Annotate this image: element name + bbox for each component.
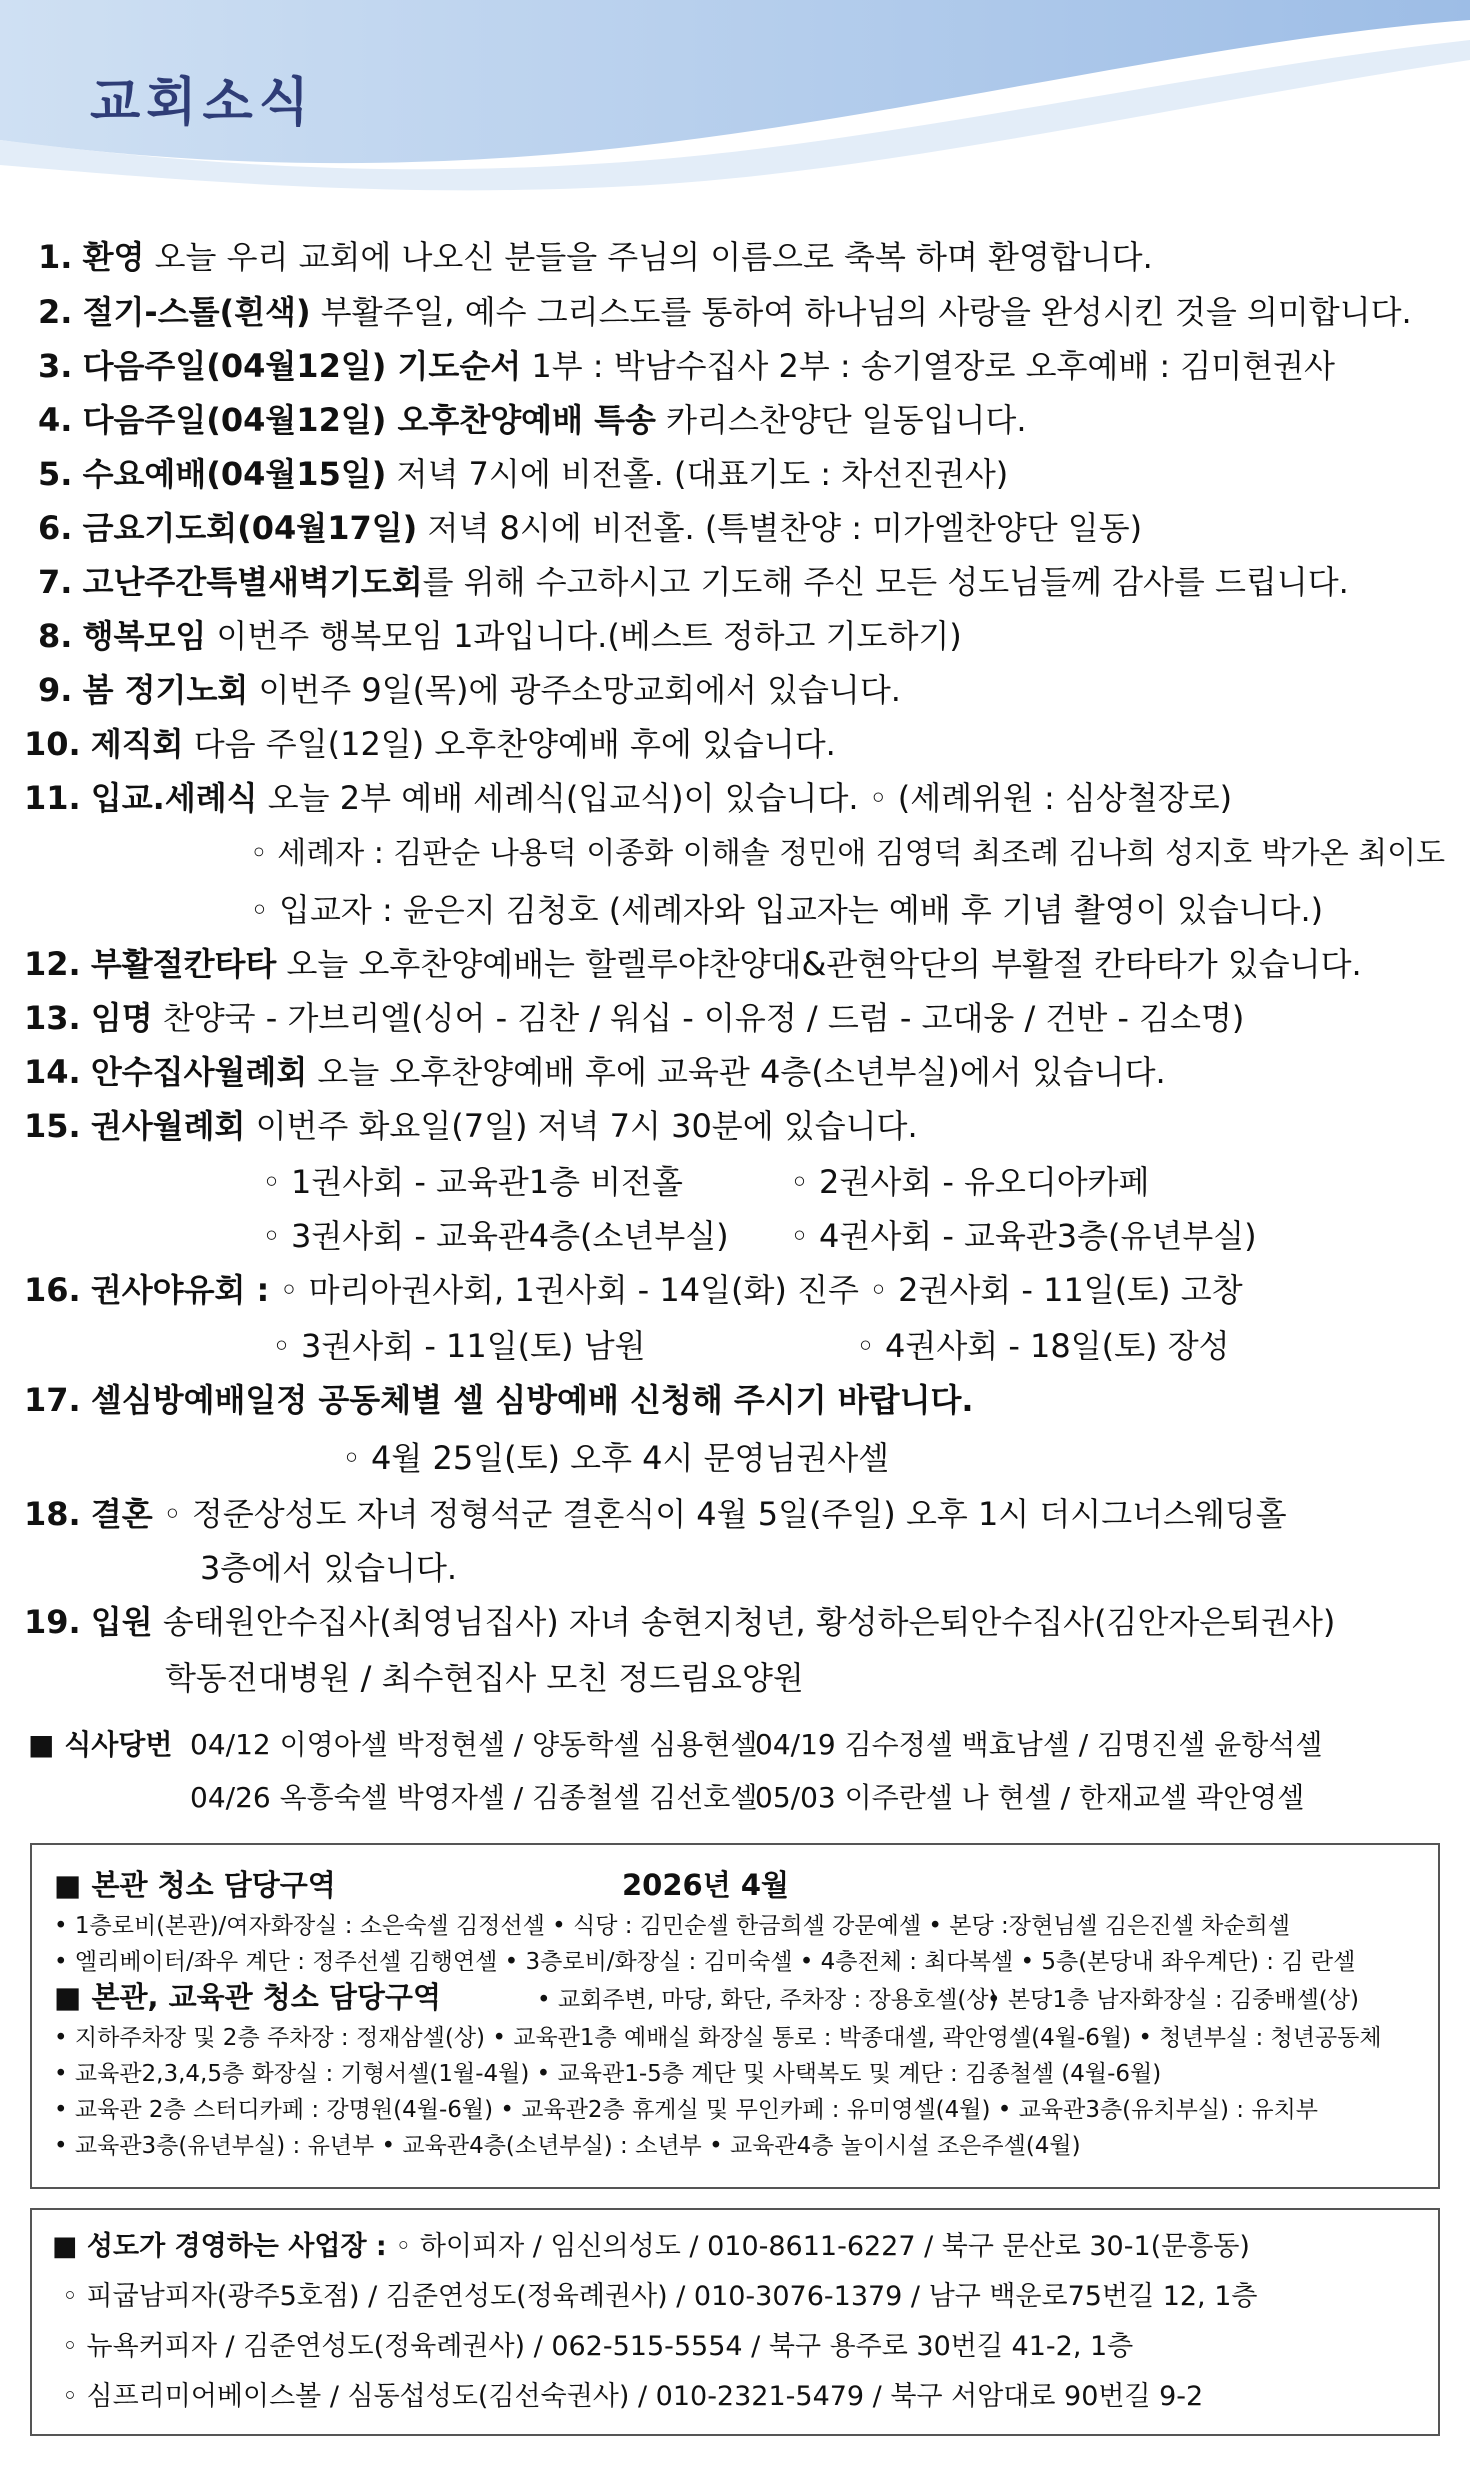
- meal-duty-row-1: [28, 1723, 172, 1767]
- item-heading: 행복모임: [82, 617, 207, 655]
- announcement-line: [250, 888, 1323, 932]
- announcement-line: [262, 1214, 729, 1258]
- business-entry-1: ◦ 하이피자 / 임신의성도 / 010-8611-6227 / 북구 문산로 30-1(문흥동): [386, 2231, 1250, 2262]
- item-heading: 제직회: [90, 725, 184, 763]
- announcement-line: [24, 722, 836, 766]
- announcement-line: [856, 1324, 1230, 1368]
- business-entry-3: ◦ 뉴욕커피자 / 김준연성도(정육례권사) / 062-515-5554 / 북구 용주로 30번길 41-2, 1층: [62, 2331, 1134, 2362]
- item-text: 찬양국 - 가브리엘(싱어 - 김찬 / 워십 - 이유정 / 드럼 - 고대웅 / 건반 - 김소명): [152, 999, 1245, 1037]
- announcement-line: [38, 290, 1412, 334]
- item-text: ◦ 4권사회 - 18일(토) 장성: [856, 1327, 1230, 1365]
- announcement-line: [24, 1492, 1287, 1536]
- item-text: 송태원안수집사(최영님집사) 자녀 송현지청년, 황성하은퇴안수집사(김안자은퇴권사): [152, 1603, 1336, 1641]
- item-text: 오늘 오후찬양예배 후에 교육관 4층(소년부실)에서 있습니다.: [307, 1053, 1166, 1091]
- item-text: ◦ 4권사회 - 교육관3층(유년부실): [790, 1217, 1257, 1255]
- announcement-line: [38, 452, 1008, 496]
- item-number: 14.: [24, 1053, 81, 1091]
- announcement-line: [38, 506, 1142, 550]
- item-number: 1.: [38, 238, 73, 276]
- announcement-line: [24, 1600, 1335, 1644]
- item-number: 10.: [24, 725, 81, 763]
- item-number: 17.: [24, 1381, 81, 1419]
- item-heading: 봄 정기노회: [82, 671, 249, 709]
- item-number: 19.: [24, 1603, 81, 1641]
- announcement-line: [38, 560, 1349, 604]
- cleaning-head-edu: ■ 본관, 교육관 청소 담당구역: [54, 1980, 441, 2014]
- meal-duty-0412: 04/12 이영아셀 박정현셀 / 양동학셀 심용현셀: [190, 1728, 758, 1761]
- cleaning-line-7: • 교육관3층(유년부실) : 유년부 • 교육관4층(소년부실) : 소년부 • 교육관4층 놀이시설 조은주셀(4월): [54, 2133, 1081, 2159]
- meal-duty-0419: 04/19 김수정셀 백효남셀 / 김명진셀 윤항석셀: [755, 1728, 1323, 1761]
- cleaning-line-3b: • 본당1층 남자화장실 : 김중배셀(상): [987, 1987, 1359, 2013]
- item-text: 를 위해 수고하시고 기도해 주신 모든 성도님들께 감사를 드립니다.: [422, 563, 1349, 601]
- item-heading: 다음주일(04월12일) 오후찬양예배 특송: [82, 401, 656, 439]
- item-number: 13.: [24, 999, 81, 1037]
- announcement-line: [24, 1050, 1166, 1094]
- item-text: 저녁 7시에 비전홀. (대표기도 : 차선진권사): [386, 455, 1009, 493]
- item-number: 8.: [38, 617, 73, 655]
- item-heading: 다음주일(04월12일) 기도순서: [82, 347, 522, 385]
- item-heading: 고난주간특별새벽기도회: [82, 563, 423, 601]
- item-text: 오늘 오후찬양예배는 할렐루야찬양대&관현악단의 부활절 칸타타가 있습니다.: [276, 945, 1362, 983]
- announcement-line: [38, 614, 962, 658]
- announcement-line: [250, 832, 1445, 876]
- meal-duty-0503: 05/03 이주란셀 나 현셀 / 한재교셀 곽안영셀: [755, 1781, 1305, 1814]
- item-text: ◦ 3권사회 - 11일(토) 남원: [272, 1327, 646, 1365]
- item-number: 7.: [38, 563, 73, 601]
- item-text: 이번주 행복모임 1과입니다.(베스트 정하고 기도하기): [206, 617, 962, 655]
- item-number: 4.: [38, 401, 73, 439]
- item-heading: 부활절칸타타: [90, 945, 277, 983]
- item-number: 2.: [38, 293, 73, 331]
- announcement-line: [165, 1656, 804, 1700]
- meal-duty-label: ■ 식사당번: [28, 1728, 173, 1761]
- announcement-line: [790, 1214, 1257, 1258]
- item-text: ◦ 2권사회 - 유오디아카페: [790, 1163, 1150, 1201]
- announcement-line: [38, 398, 1027, 442]
- business-label: ■ 성도가 경영하는 사업장 :: [52, 2231, 387, 2262]
- item-heading: 입교.세례식: [90, 779, 258, 817]
- announcement-line: [790, 1160, 1150, 1204]
- item-heading: 수요예배(04월15일): [82, 455, 387, 493]
- item-number: 15.: [24, 1107, 81, 1145]
- cleaning-line-1: • 1층로비(본관)/여자화장실 : 소은숙셀 김정선셀 • 식당 : 김민순셀 한금희셀 강문예셀 • 본당 :장현님셀 김은진셀 차순희셀: [54, 1913, 1290, 1939]
- announcement-line: [38, 235, 1153, 279]
- item-text: 3층에서 있습니다.: [200, 1549, 458, 1587]
- item-text: 학동전대병원 / 최수현집사 모친 정드림요양원: [165, 1659, 804, 1697]
- announcement-line: [38, 668, 901, 712]
- cleaning-line-3a: • 교회주변, 마당, 화단, 주차장 : 장용호셀(상): [537, 1987, 998, 2013]
- cleaning-line-2: • 엘리베이터/좌우 계단 : 정주선셀 김행연셀 • 3층로비/화장실 : 김미숙셀 • 4층전체 : 최다복셀 • 5층(본당내 좌우계단) : 김 란셀: [54, 1949, 1356, 1975]
- item-number: 11.: [24, 779, 81, 817]
- announcement-line: [342, 1436, 889, 1480]
- item-number: 3.: [38, 347, 73, 385]
- business-entry-4: ◦ 심프리미어베이스볼 / 심동섭성도(김선숙권사) / 010-2321-5479 / 북구 서암대로 90번길 9-2: [62, 2381, 1204, 2412]
- item-heading: 셀심방예배일정 공동체별 셀 심방예배 신청해 주시기 바랍니다.: [90, 1381, 974, 1419]
- item-text: 1부 : 박남수집사 2부 : 송기열장로 오후예배 : 김미현권사: [521, 347, 1335, 385]
- item-text: 이번주 화요일(7일) 저녁 7시 30분에 있습니다.: [245, 1107, 918, 1145]
- cleaning-line-4: • 지하주차장 및 2층 주차장 : 정재삼셀(상) • 교육관1층 예배실 화장실 통로 : 박종대셀, 곽안영셀(4월-6월) • 청년부실 : 청년공동체: [54, 2025, 1382, 2051]
- cleaning-line-5: • 교육관2,3,4,5층 화장실 : 기형서셀(1월-4월) • 교육관1-5층 계단 및 사택복도 및 계단 : 김종철셀 (4월-6월): [54, 2061, 1162, 2087]
- announcement-line: [24, 1268, 1243, 1312]
- announcement-line: [24, 996, 1244, 1040]
- item-number: 18.: [24, 1495, 81, 1533]
- cleaning-box: [30, 1843, 1440, 2189]
- business-entry-2: ◦ 피굽남피자(광주5호점) / 김준연성도(정육례권사) / 010-3076-1379 / 남구 백운로75번길 12, 1층: [62, 2281, 1258, 2312]
- item-heading: 임명: [90, 999, 153, 1037]
- item-text: 오늘 2부 예배 세례식(입교식)이 있습니다. ◦ (세례위원 : 심상철장로): [257, 779, 1233, 817]
- item-heading: 입원: [90, 1603, 153, 1641]
- cleaning-line-6: • 교육관 2층 스터디카페 : 강명원(4월-6월) • 교육관2층 휴게실 및 무인카페 : 유미영셀(4월) • 교육관3층(유치부실) : 유치부: [54, 2097, 1319, 2123]
- announcement-line: [24, 776, 1232, 820]
- item-heading: 결혼: [90, 1495, 153, 1533]
- item-text: ◦ 마리아권사회, 1권사회 - 14일(화) 진주 ◦ 2권사회 - 11일(토) 고창: [269, 1271, 1243, 1309]
- item-text: 오늘 우리 교회에 나오신 분들을 주님의 이름으로 축복 하며 환영합니다.: [144, 238, 1153, 276]
- meal-duty-0426: 04/26 옥흥숙셀 박영자셀 / 김종철셀 김선호셀: [190, 1781, 758, 1814]
- item-text: 저녁 8시에 비전홀. (특별찬양 : 미가엘찬양단 일동): [417, 509, 1143, 547]
- announcement-line: [24, 942, 1362, 986]
- cleaning-head-main: ■ 본관 청소 담당구역: [54, 1868, 336, 1902]
- item-text: ◦ 입교자 : 윤은지 김청호 (세례자와 입교자는 예배 후 기념 촬영이 있습니다.): [250, 891, 1324, 929]
- cleaning-month: 2026년 4월: [622, 1868, 790, 1902]
- business-box: [30, 2208, 1440, 2436]
- item-heading: 권사월례회: [90, 1107, 246, 1145]
- item-text: ◦ 1권사회 - 교육관1층 비전홀: [262, 1163, 683, 1201]
- business-line-1: [52, 2224, 1250, 2263]
- item-text: 카리스찬양단 일동입니다.: [655, 401, 1027, 439]
- page-title: 교회소식: [90, 73, 315, 133]
- item-text: 부활주일, 예수 그리스도를 통하여 하나님의 사랑을 완성시킨 것을 의미합니다.: [310, 293, 1412, 331]
- item-text: 이번주 9일(목)에 광주소망교회에서 있습니다.: [248, 671, 901, 709]
- item-text: ◦ 4월 25일(토) 오후 4시 문영님권사셀: [342, 1439, 890, 1477]
- item-heading: 안수집사월례회: [90, 1053, 308, 1091]
- announcement-line: [272, 1324, 646, 1368]
- announcement-line: [262, 1160, 683, 1204]
- item-heading: 권사야유회 :: [90, 1271, 270, 1309]
- item-number: 16.: [24, 1271, 81, 1309]
- item-text: ◦ 3권사회 - 교육관4층(소년부실): [262, 1217, 729, 1255]
- announcement-line: [24, 1104, 918, 1148]
- header-banner: [0, 0, 1470, 210]
- item-heading: 절기-스톨(흰색): [82, 293, 311, 331]
- item-heading: 환영: [82, 238, 145, 276]
- item-number: 6.: [38, 509, 73, 547]
- item-number: 5.: [38, 455, 73, 493]
- item-text: ◦ 정준상성도 자녀 정형석군 결혼식이 4월 5일(주일) 오후 1시 더시그너스웨딩홀: [152, 1495, 1287, 1533]
- item-number: 12.: [24, 945, 81, 983]
- item-text: 다음 주일(12일) 오후찬양예배 후에 있습니다.: [183, 725, 836, 763]
- announcement-line: [24, 1378, 974, 1422]
- item-number: 9.: [38, 671, 73, 709]
- announcement-line: [38, 344, 1335, 388]
- item-text: ◦ 세례자 : 김판순 나용덕 이종화 이해솔 정민애 김영덕 최조례 김나희 성지호 박가온 최이도: [250, 836, 1446, 871]
- announcement-line: [200, 1546, 457, 1590]
- item-heading: 금요기도회(04월17일): [82, 509, 418, 547]
